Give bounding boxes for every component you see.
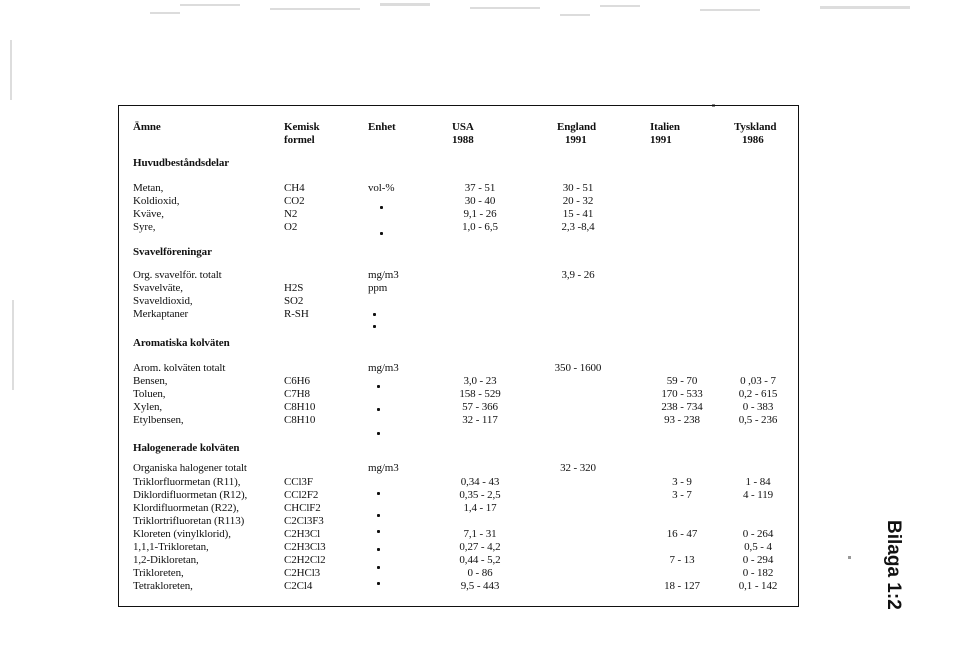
cell-name: Kväve, [133,208,164,220]
cell-name: Diklordifluormetan (R12), [133,489,248,501]
cell-name: Arom. kolväten totalt [133,362,226,374]
ditto-mark [377,582,380,585]
cell-italy: 3 - 9 [672,476,692,488]
header-formula-line1: Kemisk [284,121,320,133]
cell-italy: 7 - 13 [669,554,695,566]
cell-england: 30 - 51 [562,182,594,194]
cell-formula: C2H2Cl2 [284,554,326,566]
header-usa-year: 1988 [452,134,474,146]
section-heading: Huvudbeståndsdelar [133,157,230,169]
ditto-mark [380,206,383,209]
cell-name: Klordifluormetan (R22), [133,502,239,514]
cell-name: Syre, [133,221,156,233]
cell-usa: 57 - 366 [462,401,498,413]
cell-name: 1,2-Dikloretan, [133,554,199,566]
cell-formula: SO2 [284,295,304,307]
cell-name: Svaveldioxid, [133,295,193,307]
cell-germany: 4 - 119 [742,489,774,501]
cell-germany: 0,2 - 615 [738,388,778,400]
cell-usa: 3,0 - 23 [463,375,497,387]
cell-germany: 0 - 294 [742,554,774,566]
header-england-year: 1991 [565,134,587,146]
ditto-mark [377,492,380,495]
ditto-mark [377,530,380,533]
section-heading: Aromatiska kolväten [133,337,230,349]
section-heading: Svavelföreningar [133,246,212,258]
header-germany: Tyskland [734,121,777,133]
header-usa: USA [452,121,474,133]
cell-unit: vol-% [368,182,395,194]
appendix-label: Bilaga 1:2 [883,520,904,610]
cell-usa: 0 - 86 [467,567,493,579]
cell-italy: 238 - 734 [661,401,703,413]
header-italy: Italien [650,121,680,133]
cell-usa: 1,0 - 6,5 [462,221,498,233]
cell-usa: 37 - 51 [464,182,496,194]
cell-formula: H2S [284,282,304,294]
cell-name: Etylbensen, [133,414,184,426]
cell-formula: O2 [284,221,298,233]
cell-name: Svavelväte, [133,282,183,294]
cell-name: Xylen, [133,401,163,413]
cell-unit: mg/m3 [368,269,399,281]
cell-usa: 158 - 529 [459,388,501,400]
cell-usa: 32 - 117 [462,414,498,426]
ditto-mark [377,385,380,388]
ditto-mark [377,432,380,435]
ditto-mark [373,325,376,328]
cell-name: Triklorfluormetan (R11), [133,476,241,488]
cell-formula: C2Cl4 [284,580,313,592]
cell-name: Koldioxid, [133,195,180,207]
cell-england: 15 - 41 [562,208,594,220]
cell-italy: 3 - 7 [672,489,692,501]
section-heading: Halogenerade kolväten [133,442,240,454]
cell-name: Trikloreten, [133,567,184,579]
cell-formula: CHClF2 [284,502,321,514]
cell-england: 350 - 1600 [554,362,602,374]
cell-germany: 0,1 - 142 [738,580,778,592]
cell-formula: C2HCl3 [284,567,321,579]
cell-name: Bensen, [133,375,168,387]
header-substance: Ämne [133,121,161,133]
cell-usa: 0,34 - 43 [460,476,500,488]
cell-formula: CH4 [284,182,305,194]
cell-formula: C8H10 [284,414,316,426]
cell-usa: 7,1 - 31 [463,528,497,540]
cell-usa: 0,44 - 5,2 [459,554,501,566]
cell-italy: 18 - 127 [664,580,700,592]
cell-formula: CCl3F [284,476,313,488]
cell-usa: 1,4 - 17 [463,502,497,514]
header-italy-year: 1991 [650,134,672,146]
cell-germany: 0 - 182 [742,567,774,579]
cell-formula: C6H6 [284,375,310,387]
cell-name: 1,1,1-Trikloretan, [133,541,209,553]
ditto-mark [377,514,380,517]
cell-usa: 0,35 - 2,5 [459,489,501,501]
cell-formula: C2Cl3F3 [284,515,324,527]
ditto-mark [377,566,380,569]
cell-unit: mg/m3 [368,362,399,374]
cell-usa: 0,27 - 4,2 [459,541,501,553]
cell-name: Tetrakloreten, [133,580,193,592]
cell-name: Triklortrifluoretan (R113) [133,515,245,527]
cell-england: 20 - 32 [562,195,594,207]
cell-formula: C2H3Cl [284,528,321,540]
cell-germany: 1 - 84 [745,476,771,488]
header-unit: Enhet [368,121,396,133]
cell-name: Org. svavelför. totalt [133,269,222,281]
cell-formula: C8H10 [284,401,316,413]
ditto-mark [377,548,380,551]
cell-germany: 0,5 - 236 [738,414,778,426]
cell-name: Merkaptaner [133,308,189,320]
cell-italy: 93 - 238 [664,414,700,426]
cell-england: 2,3 -8,4 [561,221,595,233]
cell-unit: ppm [368,282,388,294]
ditto-mark [377,408,380,411]
cell-germany: 0 ,03 - 7 [740,375,776,387]
cell-usa: 9,5 - 443 [460,580,500,592]
cell-formula: CO2 [284,195,305,207]
cell-formula: CCl2F2 [284,489,319,501]
cell-name: Toluen, [133,388,166,400]
cell-germany: 0 - 264 [742,528,774,540]
cell-formula: R-SH [284,308,309,320]
cell-formula: N2 [284,208,298,220]
cell-name: Organiska halogener totalt [133,462,247,474]
ditto-mark [380,232,383,235]
header-germany-year: 1986 [742,134,764,146]
header-formula-line2: formel [284,134,315,146]
cell-formula: C7H8 [284,388,310,400]
cell-germany: 0 - 383 [742,401,774,413]
cell-germany: 0,5 - 4 [744,541,772,553]
header-england: England [557,121,597,133]
cell-name: Metan, [133,182,164,194]
cell-italy: 170 - 533 [661,388,703,400]
cell-england: 32 - 320 [560,462,596,474]
cell-formula: C2H3Cl3 [284,541,326,553]
cell-unit: mg/m3 [368,462,399,474]
cell-italy: 16 - 47 [666,528,698,540]
cell-name: Kloreten (vinylklorid), [133,528,231,540]
cell-italy: 59 - 70 [666,375,698,387]
ditto-mark [373,313,376,316]
cell-usa: 9,1 - 26 [463,208,497,220]
cell-usa: 30 - 40 [464,195,496,207]
cell-england: 3,9 - 26 [561,269,595,281]
